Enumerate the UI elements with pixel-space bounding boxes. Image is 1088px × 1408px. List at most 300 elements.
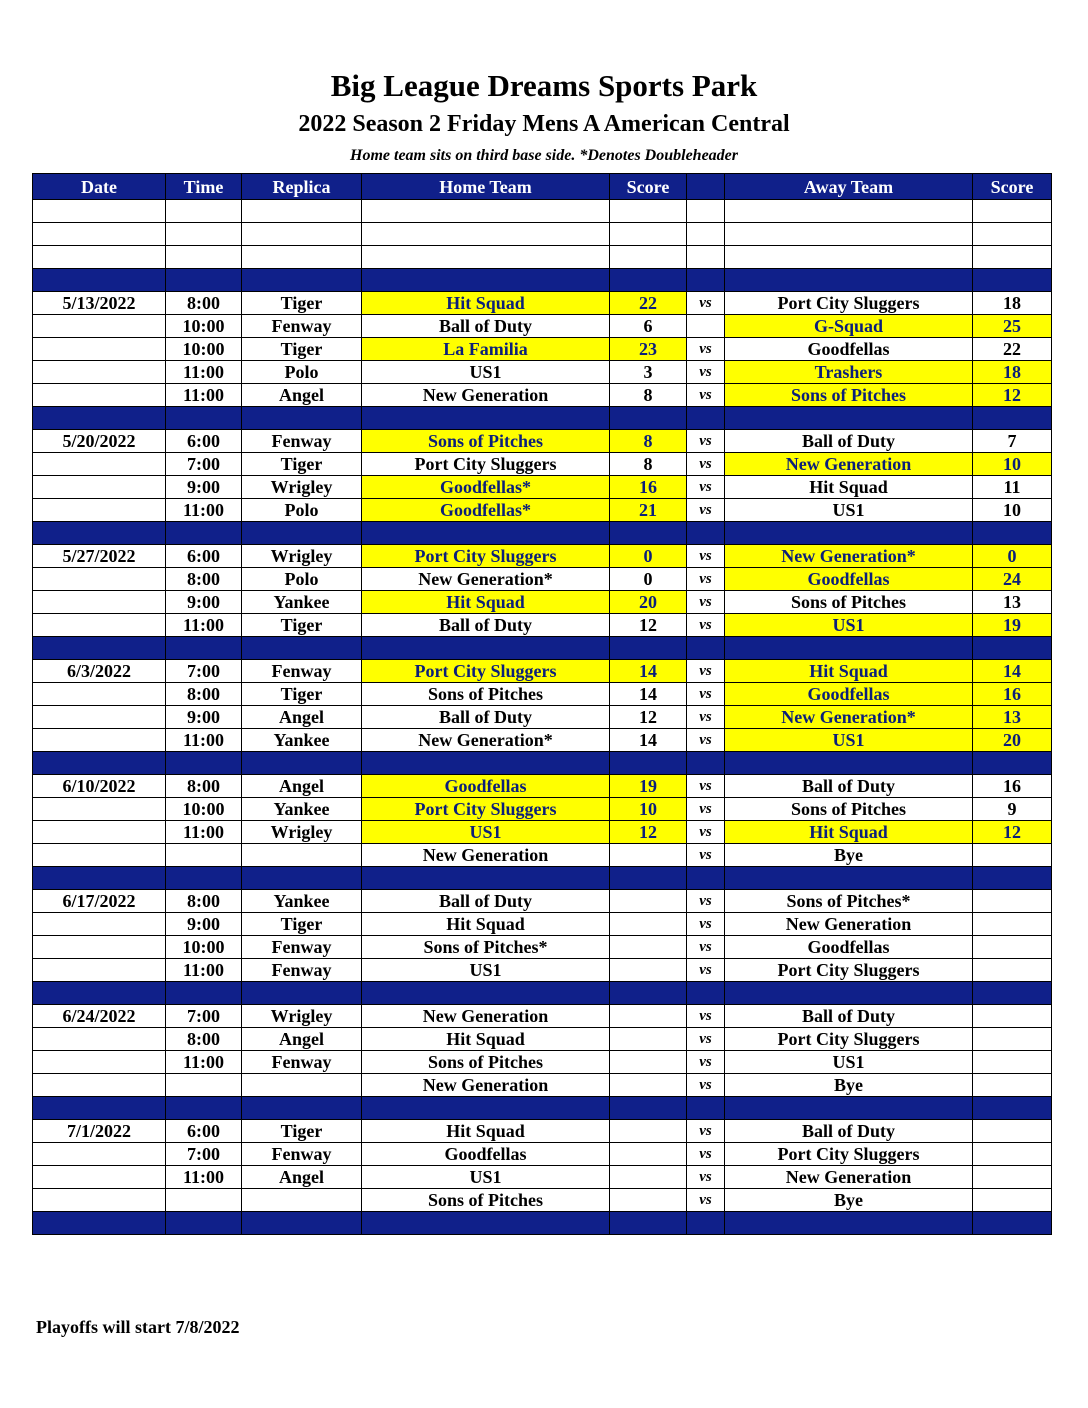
game-row <box>33 1143 1052 1166</box>
home-team-cell: Port City Sluggers <box>362 660 610 683</box>
separator-cell <box>166 522 242 545</box>
separator-cell <box>973 407 1052 430</box>
date-cell <box>33 683 166 706</box>
home-team-cell: Port City Sluggers <box>362 453 610 476</box>
week-separator <box>33 1097 1052 1120</box>
replica-cell: Tiger <box>242 338 362 361</box>
away-team-cell: Ball of Duty <box>725 775 973 798</box>
separator-cell <box>242 982 362 1005</box>
home-team-cell: Sons of Pitches <box>362 430 610 453</box>
vs-cell: vs <box>687 959 725 982</box>
blank-cell <box>242 246 362 269</box>
game-row <box>33 959 1052 982</box>
separator-cell <box>610 269 687 292</box>
vs-cell: vs <box>687 729 725 752</box>
away-team-cell: Hit Squad <box>725 476 973 499</box>
date-cell <box>33 499 166 522</box>
time-cell: 11:00 <box>166 361 242 384</box>
separator-cell <box>687 1097 725 1120</box>
week-separator <box>33 982 1052 1005</box>
away-score-cell: 20 <box>973 729 1052 752</box>
date-cell: 6/10/2022 <box>33 775 166 798</box>
away-score-cell: 18 <box>973 292 1052 315</box>
home-score-cell: 3 <box>610 361 687 384</box>
home-score-cell: 8 <box>610 384 687 407</box>
home-team-cell: Sons of Pitches* <box>362 936 610 959</box>
home-score-cell <box>610 1051 687 1074</box>
away-score-cell: 16 <box>973 683 1052 706</box>
separator-cell <box>610 867 687 890</box>
home-score-cell <box>610 844 687 867</box>
vs-cell: vs <box>687 798 725 821</box>
time-cell: 11:00 <box>166 499 242 522</box>
vs-cell <box>687 315 725 338</box>
home-score-cell: 10 <box>610 798 687 821</box>
home-team-cell: US1 <box>362 821 610 844</box>
away-score-cell: 12 <box>973 384 1052 407</box>
col-home-score: Score <box>610 174 687 200</box>
date-cell <box>33 959 166 982</box>
blank-cell <box>166 223 242 246</box>
away-score-cell: 25 <box>973 315 1052 338</box>
game-row <box>33 499 1052 522</box>
game-row <box>33 1028 1052 1051</box>
home-score-cell: 6 <box>610 315 687 338</box>
vs-cell: vs <box>687 1143 725 1166</box>
separator-cell <box>725 867 973 890</box>
vs-cell: vs <box>687 545 725 568</box>
separator-cell <box>242 637 362 660</box>
game-row <box>33 913 1052 936</box>
date-cell: 7/1/2022 <box>33 1120 166 1143</box>
away-score-cell: 16 <box>973 775 1052 798</box>
away-score-cell: 13 <box>973 591 1052 614</box>
replica-cell: Fenway <box>242 959 362 982</box>
away-score-cell <box>973 1005 1052 1028</box>
separator-cell <box>362 637 610 660</box>
away-team-cell: US1 <box>725 614 973 637</box>
schedule-body <box>33 200 1052 1235</box>
game-row <box>33 1074 1052 1097</box>
separator-cell <box>687 752 725 775</box>
home-score-cell: 14 <box>610 683 687 706</box>
separator-cell <box>610 407 687 430</box>
separator-cell <box>33 752 166 775</box>
replica-cell: Yankee <box>242 729 362 752</box>
week-separator <box>33 637 1052 660</box>
game-row <box>33 1189 1052 1212</box>
separator-cell <box>610 522 687 545</box>
home-score-cell: 12 <box>610 706 687 729</box>
vs-cell: vs <box>687 476 725 499</box>
blank-cell <box>725 246 973 269</box>
separator-cell <box>973 1212 1052 1235</box>
separator-cell <box>973 269 1052 292</box>
away-team-cell: Sons of Pitches <box>725 798 973 821</box>
col-replica: Replica <box>242 174 362 200</box>
separator-cell <box>362 752 610 775</box>
separator-cell <box>687 522 725 545</box>
separator-cell <box>242 1097 362 1120</box>
time-cell: 9:00 <box>166 591 242 614</box>
away-score-cell <box>973 1074 1052 1097</box>
blank-cell <box>362 246 610 269</box>
away-team-cell: Goodfellas <box>725 936 973 959</box>
blank-cell <box>166 200 242 223</box>
separator-cell <box>33 637 166 660</box>
home-team-cell: Goodfellas <box>362 775 610 798</box>
vs-cell: vs <box>687 453 725 476</box>
replica-cell: Polo <box>242 568 362 591</box>
home-score-cell: 12 <box>610 821 687 844</box>
separator-cell <box>242 269 362 292</box>
time-cell: 9:00 <box>166 913 242 936</box>
separator-cell <box>687 637 725 660</box>
home-score-cell: 19 <box>610 775 687 798</box>
separator-cell <box>610 1212 687 1235</box>
vs-cell: vs <box>687 614 725 637</box>
away-team-cell: Goodfellas <box>725 568 973 591</box>
date-cell <box>33 913 166 936</box>
date-cell <box>33 591 166 614</box>
blank-cell <box>725 223 973 246</box>
vs-cell: vs <box>687 568 725 591</box>
vs-cell: vs <box>687 292 725 315</box>
blank-cell <box>687 223 725 246</box>
vs-cell: vs <box>687 913 725 936</box>
away-score-cell: 14 <box>973 660 1052 683</box>
home-score-cell <box>610 959 687 982</box>
time-cell: 8:00 <box>166 683 242 706</box>
vs-cell: vs <box>687 936 725 959</box>
away-team-cell: US1 <box>725 1051 973 1074</box>
game-row <box>33 614 1052 637</box>
home-score-cell <box>610 1166 687 1189</box>
separator-cell <box>33 1097 166 1120</box>
replica-cell: Fenway <box>242 660 362 683</box>
away-score-cell <box>973 1028 1052 1051</box>
vs-cell: vs <box>687 1120 725 1143</box>
home-score-cell <box>610 1143 687 1166</box>
week-separator <box>33 407 1052 430</box>
blank-row <box>33 223 1052 246</box>
home-score-cell: 16 <box>610 476 687 499</box>
game-row <box>33 936 1052 959</box>
col-time: Time <box>166 174 242 200</box>
home-score-cell: 21 <box>610 499 687 522</box>
time-cell: 7:00 <box>166 1005 242 1028</box>
week-separator <box>33 522 1052 545</box>
blank-cell <box>973 223 1052 246</box>
blank-cell <box>362 200 610 223</box>
col-date: Date <box>33 174 166 200</box>
game-row <box>33 706 1052 729</box>
vs-cell: vs <box>687 706 725 729</box>
col-home-team: Home Team <box>362 174 610 200</box>
replica-cell: Tiger <box>242 913 362 936</box>
separator-cell <box>725 1212 973 1235</box>
away-score-cell <box>973 913 1052 936</box>
home-team-cell: Port City Sluggers <box>362 798 610 821</box>
time-cell: 6:00 <box>166 430 242 453</box>
away-score-cell: 10 <box>973 499 1052 522</box>
playoffs-note: Playoffs will start 7/8/2022 <box>36 1317 240 1337</box>
replica-cell <box>242 1189 362 1212</box>
blank-cell <box>687 246 725 269</box>
time-cell: 8:00 <box>166 890 242 913</box>
schedule-table <box>32 173 1052 1235</box>
league-subtitle: 2022 Season 2 Friday Mens A American Central <box>298 111 790 137</box>
replica-cell: Tiger <box>242 292 362 315</box>
away-score-cell <box>973 959 1052 982</box>
date-cell <box>33 1051 166 1074</box>
away-team-cell: Bye <box>725 1189 973 1212</box>
away-team-cell: Goodfellas <box>725 683 973 706</box>
home-score-cell <box>610 1074 687 1097</box>
away-team-cell: Port City Sluggers <box>725 1028 973 1051</box>
separator-cell <box>166 1212 242 1235</box>
away-team-cell: New Generation <box>725 1166 973 1189</box>
replica-cell: Tiger <box>242 614 362 637</box>
header-row <box>33 174 1052 200</box>
week-separator <box>33 867 1052 890</box>
game-row <box>33 361 1052 384</box>
game-row <box>33 890 1052 913</box>
game-row <box>33 476 1052 499</box>
week-separator <box>33 752 1052 775</box>
away-team-cell: New Generation <box>725 913 973 936</box>
time-cell: 9:00 <box>166 476 242 499</box>
separator-cell <box>610 1097 687 1120</box>
replica-cell: Wrigley <box>242 821 362 844</box>
separator-cell <box>973 637 1052 660</box>
home-score-cell <box>610 1189 687 1212</box>
separator-cell <box>610 752 687 775</box>
blank-cell <box>362 223 610 246</box>
game-row <box>33 292 1052 315</box>
game-row <box>33 798 1052 821</box>
schedule-note: Home team sits on third base side. *Denotes Doubleheader <box>350 147 738 164</box>
away-score-cell: 9 <box>973 798 1052 821</box>
blank-cell <box>973 246 1052 269</box>
separator-cell <box>362 867 610 890</box>
blank-cell <box>33 246 166 269</box>
separator-cell <box>610 637 687 660</box>
replica-cell <box>242 1074 362 1097</box>
separator-cell <box>973 1097 1052 1120</box>
vs-cell: vs <box>687 499 725 522</box>
replica-cell: Yankee <box>242 591 362 614</box>
away-score-cell <box>973 1051 1052 1074</box>
date-cell: 6/3/2022 <box>33 660 166 683</box>
away-team-cell: New Generation* <box>725 706 973 729</box>
blank-cell <box>610 223 687 246</box>
game-row <box>33 821 1052 844</box>
separator-cell <box>973 522 1052 545</box>
time-cell: 10:00 <box>166 936 242 959</box>
time-cell: 7:00 <box>166 453 242 476</box>
replica-cell: Tiger <box>242 453 362 476</box>
away-score-cell: 24 <box>973 568 1052 591</box>
home-team-cell: Ball of Duty <box>362 706 610 729</box>
separator-cell <box>33 1212 166 1235</box>
away-team-cell: Trashers <box>725 361 973 384</box>
game-row <box>33 338 1052 361</box>
away-score-cell <box>973 1166 1052 1189</box>
vs-cell: vs <box>687 890 725 913</box>
home-score-cell: 0 <box>610 568 687 591</box>
home-team-cell: Sons of Pitches <box>362 1189 610 1212</box>
away-score-cell <box>973 1143 1052 1166</box>
away-team-cell: Sons of Pitches <box>725 591 973 614</box>
home-team-cell: US1 <box>362 959 610 982</box>
time-cell: 6:00 <box>166 1120 242 1143</box>
home-team-cell: Ball of Duty <box>362 315 610 338</box>
date-cell <box>33 844 166 867</box>
blank-cell <box>973 200 1052 223</box>
home-score-cell: 0 <box>610 545 687 568</box>
separator-cell <box>166 269 242 292</box>
time-cell: 11:00 <box>166 1166 242 1189</box>
away-score-cell: 11 <box>973 476 1052 499</box>
separator-cell <box>166 637 242 660</box>
replica-cell: Polo <box>242 361 362 384</box>
home-score-cell <box>610 1120 687 1143</box>
vs-cell: vs <box>687 1189 725 1212</box>
away-score-cell: 12 <box>973 821 1052 844</box>
game-row <box>33 384 1052 407</box>
separator-cell <box>725 1097 973 1120</box>
home-team-cell: Ball of Duty <box>362 614 610 637</box>
blank-row <box>33 200 1052 223</box>
replica-cell: Angel <box>242 775 362 798</box>
separator-cell <box>33 867 166 890</box>
away-team-cell: Ball of Duty <box>725 1005 973 1028</box>
away-team-cell: Ball of Duty <box>725 430 973 453</box>
time-cell <box>166 844 242 867</box>
separator-cell <box>687 407 725 430</box>
home-score-cell <box>610 913 687 936</box>
date-cell <box>33 476 166 499</box>
week-separator <box>33 269 1052 292</box>
date-cell <box>33 614 166 637</box>
replica-cell: Wrigley <box>242 1005 362 1028</box>
home-score-cell: 20 <box>610 591 687 614</box>
time-cell: 11:00 <box>166 959 242 982</box>
separator-cell <box>725 522 973 545</box>
away-team-cell: New Generation <box>725 453 973 476</box>
home-team-cell: Sons of Pitches <box>362 683 610 706</box>
date-cell <box>33 1166 166 1189</box>
col-away-score: Score <box>973 174 1052 200</box>
time-cell: 10:00 <box>166 338 242 361</box>
replica-cell: Fenway <box>242 936 362 959</box>
vs-cell: vs <box>687 338 725 361</box>
page-title: Big League Dreams Sports Park <box>330 68 758 103</box>
home-team-cell: Hit Squad <box>362 292 610 315</box>
date-cell: 6/24/2022 <box>33 1005 166 1028</box>
time-cell <box>166 1189 242 1212</box>
replica-cell: Angel <box>242 1166 362 1189</box>
home-team-cell: Goodfellas* <box>362 476 610 499</box>
time-cell <box>166 1074 242 1097</box>
date-cell <box>33 338 166 361</box>
game-row <box>33 545 1052 568</box>
replica-cell: Yankee <box>242 798 362 821</box>
separator-cell <box>33 982 166 1005</box>
date-cell <box>33 1028 166 1051</box>
away-team-cell: Port City Sluggers <box>725 959 973 982</box>
home-team-cell: New Generation <box>362 844 610 867</box>
replica-cell <box>242 844 362 867</box>
time-cell: 8:00 <box>166 568 242 591</box>
game-row <box>33 729 1052 752</box>
replica-cell: Wrigley <box>242 476 362 499</box>
away-team-cell: US1 <box>725 499 973 522</box>
date-cell <box>33 729 166 752</box>
date-cell <box>33 361 166 384</box>
replica-cell: Wrigley <box>242 545 362 568</box>
separator-cell <box>687 269 725 292</box>
separator-cell <box>725 269 973 292</box>
separator-cell <box>242 752 362 775</box>
time-cell: 9:00 <box>166 706 242 729</box>
home-score-cell: 12 <box>610 614 687 637</box>
away-team-cell: US1 <box>725 729 973 752</box>
away-team-cell: Sons of Pitches <box>725 384 973 407</box>
date-cell: 5/27/2022 <box>33 545 166 568</box>
date-cell <box>33 315 166 338</box>
replica-cell: Yankee <box>242 890 362 913</box>
game-row <box>33 775 1052 798</box>
home-team-cell: New Generation <box>362 1074 610 1097</box>
vs-cell: vs <box>687 844 725 867</box>
home-team-cell: Ball of Duty <box>362 890 610 913</box>
separator-cell <box>610 982 687 1005</box>
away-team-cell: Hit Squad <box>725 821 973 844</box>
away-score-cell <box>973 844 1052 867</box>
separator-cell <box>362 522 610 545</box>
time-cell: 6:00 <box>166 545 242 568</box>
replica-cell: Polo <box>242 499 362 522</box>
home-score-cell <box>610 936 687 959</box>
date-cell <box>33 1074 166 1097</box>
date-cell <box>33 706 166 729</box>
home-score-cell: 14 <box>610 660 687 683</box>
separator-cell <box>166 867 242 890</box>
col-away-team: Away Team <box>725 174 973 200</box>
date-cell <box>33 936 166 959</box>
away-team-cell: G-Squad <box>725 315 973 338</box>
vs-cell: vs <box>687 1028 725 1051</box>
home-team-cell: New Generation <box>362 1005 610 1028</box>
date-cell <box>33 568 166 591</box>
separator-cell <box>362 269 610 292</box>
replica-cell: Tiger <box>242 683 362 706</box>
away-team-cell: Goodfellas <box>725 338 973 361</box>
replica-cell: Tiger <box>242 1120 362 1143</box>
replica-cell: Angel <box>242 1028 362 1051</box>
game-row <box>33 591 1052 614</box>
blank-cell <box>166 246 242 269</box>
away-team-cell: Port City Sluggers <box>725 1143 973 1166</box>
home-team-cell: New Generation <box>362 384 610 407</box>
away-score-cell <box>973 1120 1052 1143</box>
vs-cell: vs <box>687 1051 725 1074</box>
blank-cell <box>242 223 362 246</box>
home-team-cell: Sons of Pitches <box>362 1051 610 1074</box>
separator-cell <box>362 982 610 1005</box>
